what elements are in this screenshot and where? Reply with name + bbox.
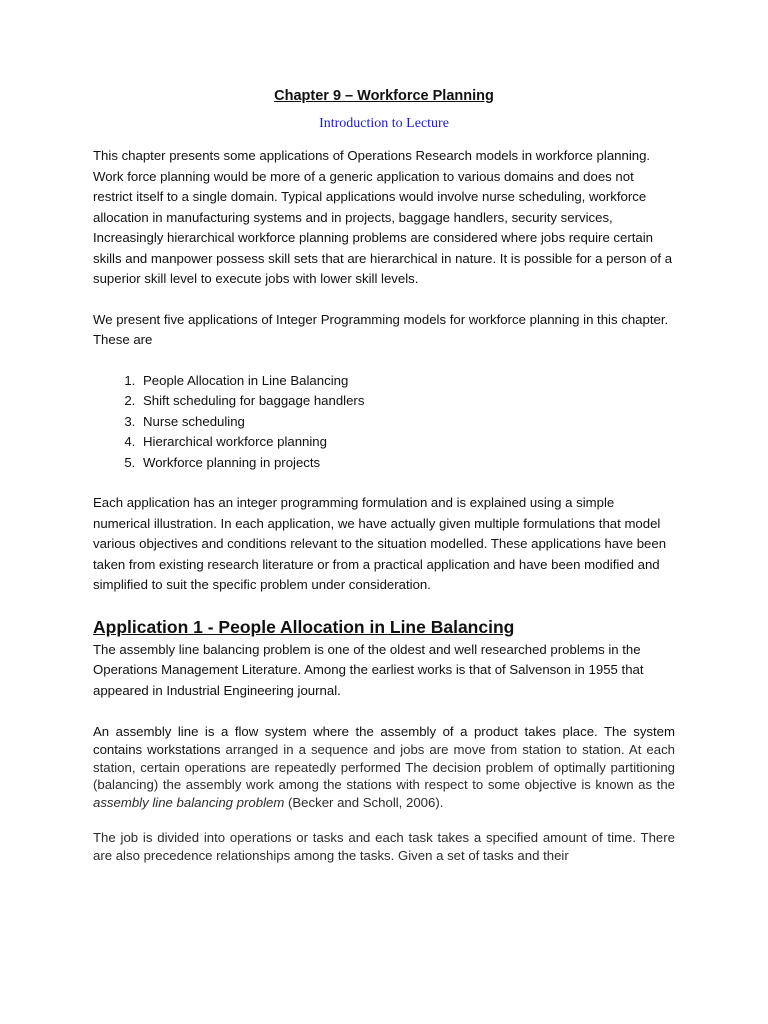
lecture-subtitle: Introduction to Lecture	[319, 116, 449, 131]
each-application-paragraph: Each application has an integer programming formulation and is explained using a simple numerical illustration. In each application, we have actually given multiple formulations that model various objectives and conditions relevant to the situation modelled. These applications have been taken from existing research literature or from a practical application and have been modified and simplified to suit the specific problem under consideration.	[93, 495, 667, 592]
applications-list	[93, 371, 675, 474]
list-item: 2. Shift scheduling for baggage handlers	[139, 391, 675, 412]
definition-mid-text: arranged in a sequence and jobs are move from station to station. At each station, certain operations are repeatedly performed The decision problem of optimally partitioning (balancing) the assembly work among the stations with respect to some objective is known as the	[93, 741, 676, 793]
assembly-line-definition-paragraph	[93, 723, 675, 812]
definition-lead-text: An assembly line is a flow system where the assembly of a product takes place. The system contains workstations	[93, 724, 675, 757]
list-item: 1. People Allocation in Line Balancing	[139, 371, 675, 392]
definition-italic-term: assembly line balancing problem	[93, 795, 285, 811]
present-paragraph: We present five applications of Integer Programming models for workforce planning in this chapter. These are	[93, 311, 669, 347]
tasks-paragraph: The job is divided into operations or tasks and each task takes a specified amount of time. There are also precedence relationships among the tasks. Given a set of tasks and their	[93, 829, 675, 863]
application-1-heading: Application 1 - People Allocation in Line Balancing	[93, 616, 515, 637]
list-item: 3. Nurse scheduling	[139, 412, 675, 433]
line-balancing-history-paragraph: The assembly line balancing problem is one of the oldest and well researched problems in the Operations Management Literature. Among the earliest works is that of Salvenson in 1955 that appeared in Industrial Engineering journal.	[93, 641, 644, 698]
definition-citation: (Becker and Scholl, 2006).	[284, 795, 444, 811]
list-item: 4. Hierarchical workforce planning	[139, 432, 675, 453]
list-item: 5. Workforce planning in projects	[139, 453, 675, 474]
document-content	[93, 88, 675, 882]
chapter-title: Chapter 9 – Workforce Planning	[274, 88, 494, 104]
intro-paragraph: This chapter presents some applications of Operations Research models in workforce planning. Work force planning would be more of a generic application to various domains and does not restrict itself to a single domain. Typical applications would involve nurse scheduling, workforce allocation in manufacturing systems and in projects, baggage handlers, security services, Increasingly hierarchical workforce planning problems are considered where jobs require certain skills and manpower possess skill sets that are hierarchical in nature. It is possible for a person of a superior skill level to execute jobs with lower skill levels.	[93, 148, 673, 286]
